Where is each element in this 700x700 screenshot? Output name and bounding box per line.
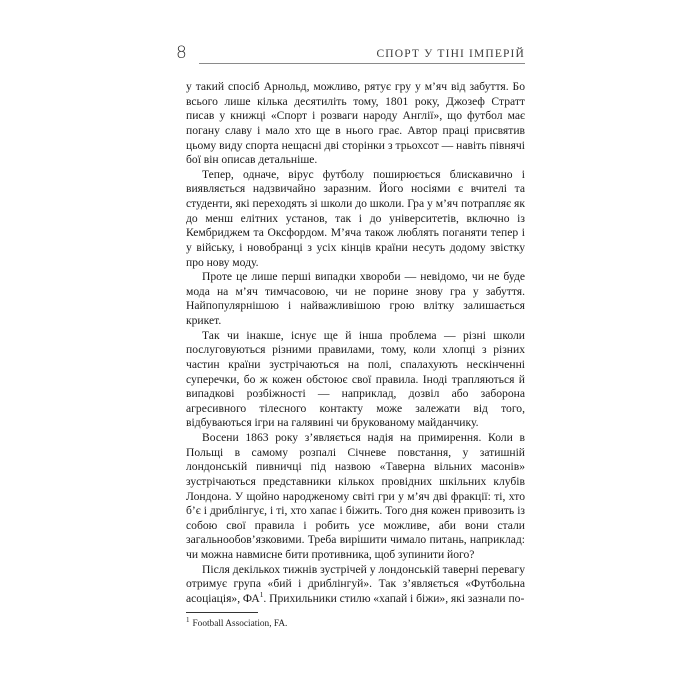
footnote-area [186, 612, 525, 630]
running-head-rule [199, 48, 525, 64]
paragraph: Проте це лише перші випадки хвороби — невідомо, чи не буде мода на м’яч тимчасовою, чи не порине знову гра у забуття. Найпопулярнішою і найважливішою грою влітку залишається крикет. [186, 270, 525, 327]
paragraph: Так чи інакше, існує ще й інша проблема — різні школи послуговуються різними правилами, тому, коли хлопці з різних частин країни зустрічаються на полі, спалахують нескінченні суперечки, бо ж кожен обстоює свої правила. Іноді трапляються й випадкові розбіжності — наприклад, дозвіл або заборона агресивного тілесного контакту може залежати від того, відбуваються ігри на галявині чи брукованому майданчику. [186, 328, 525, 430]
footnote-text: Football Association, FA. [192, 619, 288, 629]
page-number: 8 [176, 43, 187, 63]
footnote-entry [186, 615, 525, 630]
paragraph-text-after-ref: . Прихильники стилю «хапай і біжи», які зазнали по- [263, 591, 525, 605]
paragraph: Восени 1863 року з’являється надія на примирення. Коли в Польщі в самому розпалі Січневе повстання, у затишній лондонській пивничці під назвою «Таверна вільних масонів» зустрічаються представники кількох провідних шкільних клубів Лондона. У щойно народженому світі гри у м’яч дві фракції: ті, хто б’є і дриблінгує, і ті, хто хапає і біжить. Того дня кожен привозить із собою свої правила і робить усе можливе, аби вони стали загальнообов’язковими. Треба вирішити чимало питань, наприклад: чи можна навмисне бити противника, щоб зупинити його? [186, 431, 525, 561]
footnote-reference-marker[interactable]: 1 [259, 590, 264, 600]
body-text-column [186, 80, 525, 607]
running-head-title: СПОРТ У ТІНІ ІМПЕРІЙ [376, 48, 525, 61]
footnote-separator-rule [186, 612, 258, 613]
running-head [176, 38, 525, 64]
paragraph-text-before-ref: Після декількох тижнів зустрічей у лондонській таверні перевагу отримує група «бий і дриблінгуй». Так з’являється «Футбольна асоціація», ФА [186, 562, 525, 605]
paragraph: у такий спосіб Арнольд, можливо, рятує гру у м’яч від забуття. Бо всього лише кілька десятиліть тому, 1801 року, Джозеф Стратт писав у книжці «Спорт і розваги народу Англії», що футбол має погану славу і мало хто ще в нього грає. Автор праці присвятив цьому виду спорта нещасні дві сторінки з трьохсот — навіть півнячі бої він описав детальніше. [186, 80, 525, 167]
paragraph-with-footnote-ref [186, 563, 525, 607]
footnote-number: 1 [186, 615, 190, 624]
paragraph: Тепер, одначе, вірус футболу поширюється блискавично і виявляється надзвичайно заразним. Його носіями є вчителі та студенти, які переходять зі школи до школи. Гра у м’яч потрапляє як до менш елітних установ, так і до університетів, включно із Кембриджем та Оксфордом. М’яча також люблять поганяти тепер і у війську, і новобранці з усіх кінців країни несуть додому звістку про нову моду. [186, 167, 525, 269]
